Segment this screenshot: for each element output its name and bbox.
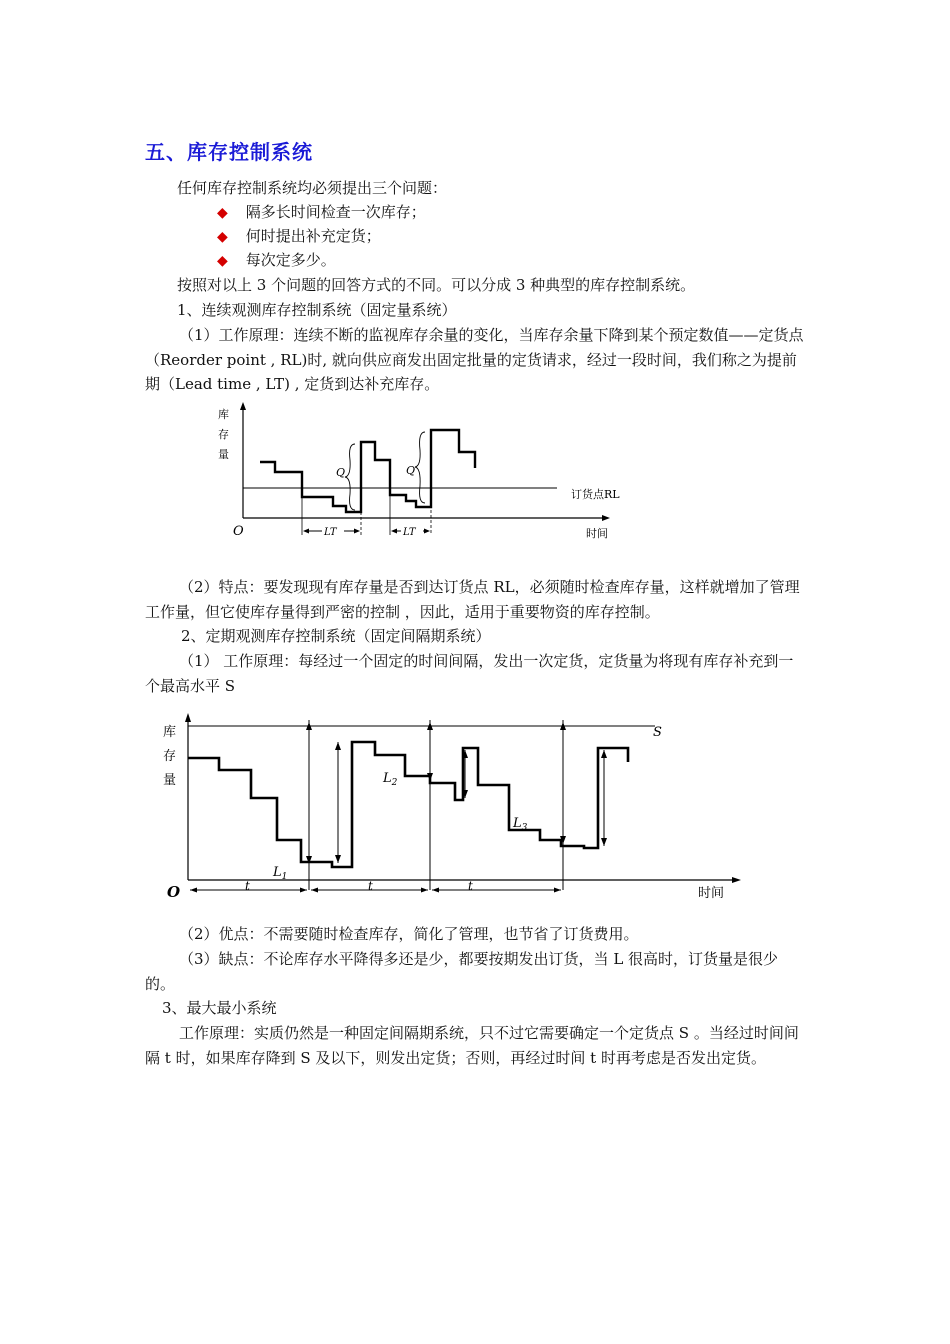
fig1-x-label: 时间 [586, 527, 608, 540]
fig2-inventory-line [188, 742, 628, 867]
fig1-y-label-char: 存 [218, 428, 229, 441]
figure2-periodic-review-chart [155, 710, 755, 906]
bullet-item: ◆ 何时提出补充定货； [217, 227, 381, 245]
fig1-y-label-char: 库 [218, 408, 229, 421]
section2-principle: （1） 工作原理：每经过一个固定的时间间隔，发出一次定货，定货量为将现有库存补充到一个最高水平 S [145, 652, 794, 695]
fig2-l3-label: $L_3$ [513, 816, 528, 833]
fig1-lt-label: LT [403, 527, 416, 538]
fig1-y-label-char: 量 [218, 448, 229, 461]
fig2-interval-label: t [468, 879, 473, 893]
fig2-arrowhead-icon [190, 888, 197, 893]
fig2-arrowhead-icon [421, 888, 428, 893]
fig2-arrowhead-icon [311, 888, 318, 893]
fig2-x-axis-arrow-icon [732, 877, 741, 883]
section3-heading: 3、最大最小系统 [162, 999, 277, 1017]
intro-text: 任何库存控制系统均必须提出三个问题： [177, 179, 448, 197]
fig2-arrowhead-icon [432, 888, 439, 893]
fig2-y-label-char: 量 [163, 773, 177, 788]
fig1-q-label: Q [336, 466, 346, 479]
fig2-l1-label: $L_1$ [273, 865, 288, 882]
fig2-arrowhead-icon [601, 838, 607, 846]
fig1-lt-arrowhead-icon [354, 529, 360, 534]
fig2-arrowhead-icon [601, 750, 607, 758]
overview-text: 按照对以上 3 个问题的回答方式的不同。可以分成 3 种典型的库存控制系统。 [177, 276, 696, 294]
fig2-arrowhead-icon [335, 855, 341, 863]
section1-feature: （2）特点：要发现现有库存量是否到达订货点 RL，必须随时检查库存量，这样就增加了管理工作量，但它使库存量得到严密的控制 ，因此，适用于重要物资的库存控制。 [145, 578, 800, 621]
fig1-y-axis-arrow-icon [240, 402, 246, 410]
section2-heading: 2、定期观测库存控制系统（固定间隔期系统） [181, 627, 491, 645]
fig2-x-label: 时间 [698, 886, 725, 901]
fig1-lt-arrowhead-icon [303, 529, 309, 534]
section1-principle: （1）工作原理：连续不断的监视库存余量的变化，当库存余量下降到某个预定数值——定货点（Reorder point , RL)时, 就向供应商发出固定批量的定货请求，经过一段时间，我们称之为提前期（Lead time , LT) , 定货到达补充库存。 [145, 326, 804, 393]
bullet-item: ◆ 隔多长时间检查一次库存； [217, 203, 426, 221]
fig1-lt-arrowhead-icon [424, 529, 430, 534]
fig2-interval-label: t [245, 879, 250, 893]
figure1-continuous-review-chart [205, 400, 635, 548]
fig1-lt-label: LT [324, 527, 337, 538]
fig2-arrowhead-icon [335, 742, 341, 750]
fig1-lt-arrowhead-icon [391, 529, 397, 534]
fig1-origin-label: O [233, 524, 244, 539]
diamond-bullet-icon: ◆ [217, 253, 228, 269]
fig2-l2-label: $L_2$ [383, 771, 398, 788]
fig1-q-brace [415, 432, 425, 503]
fig2-arrowhead-icon [300, 888, 307, 893]
fig2-y-axis-arrow-icon [185, 713, 191, 722]
fig1-q-label: Q [406, 464, 416, 477]
bullet-item: ◆ 每次定多少。 [217, 251, 336, 269]
section1-heading: 1、连续观测库存控制系统（固定量系统） [177, 301, 457, 319]
diamond-bullet-icon: ◆ [217, 229, 228, 245]
section-title: 五、库存控制系统 [145, 140, 313, 164]
section2-disadvantage: （3）缺点：不论库存水平降得多还是少，都要按期发出订货，当 L 很高时，订货量是很少的。 [145, 950, 779, 993]
fig2-arrowhead-icon [554, 888, 561, 893]
fig2-max-level-label: S [653, 725, 662, 740]
fig2-y-label-char: 库 [163, 725, 177, 740]
fig2-interval-label: t [368, 879, 373, 893]
fig1-inventory-line [260, 430, 475, 512]
diamond-bullet-icon: ◆ [217, 205, 228, 221]
fig1-q-brace [345, 444, 355, 510]
fig2-y-label-char: 存 [163, 749, 177, 764]
section2-advantage: （2）优点：不需要随时检查库存，简化了管理，也节省了订货费用。 [179, 925, 639, 943]
fig1-x-axis-arrow-icon [602, 515, 610, 521]
fig1-reorder-label: 订货点RL [571, 488, 620, 501]
fig2-origin-label: O [167, 883, 181, 901]
section3-principle: 工作原理：实质仍然是一种固定间隔期系统，只不过它需要确定一个定货点 S 。当经过时间间隔 t 时，如果库存降到 S 及以下，则发出定货；否则，再经过时间 t 时再考虑是否发出定货。 [145, 1024, 799, 1067]
